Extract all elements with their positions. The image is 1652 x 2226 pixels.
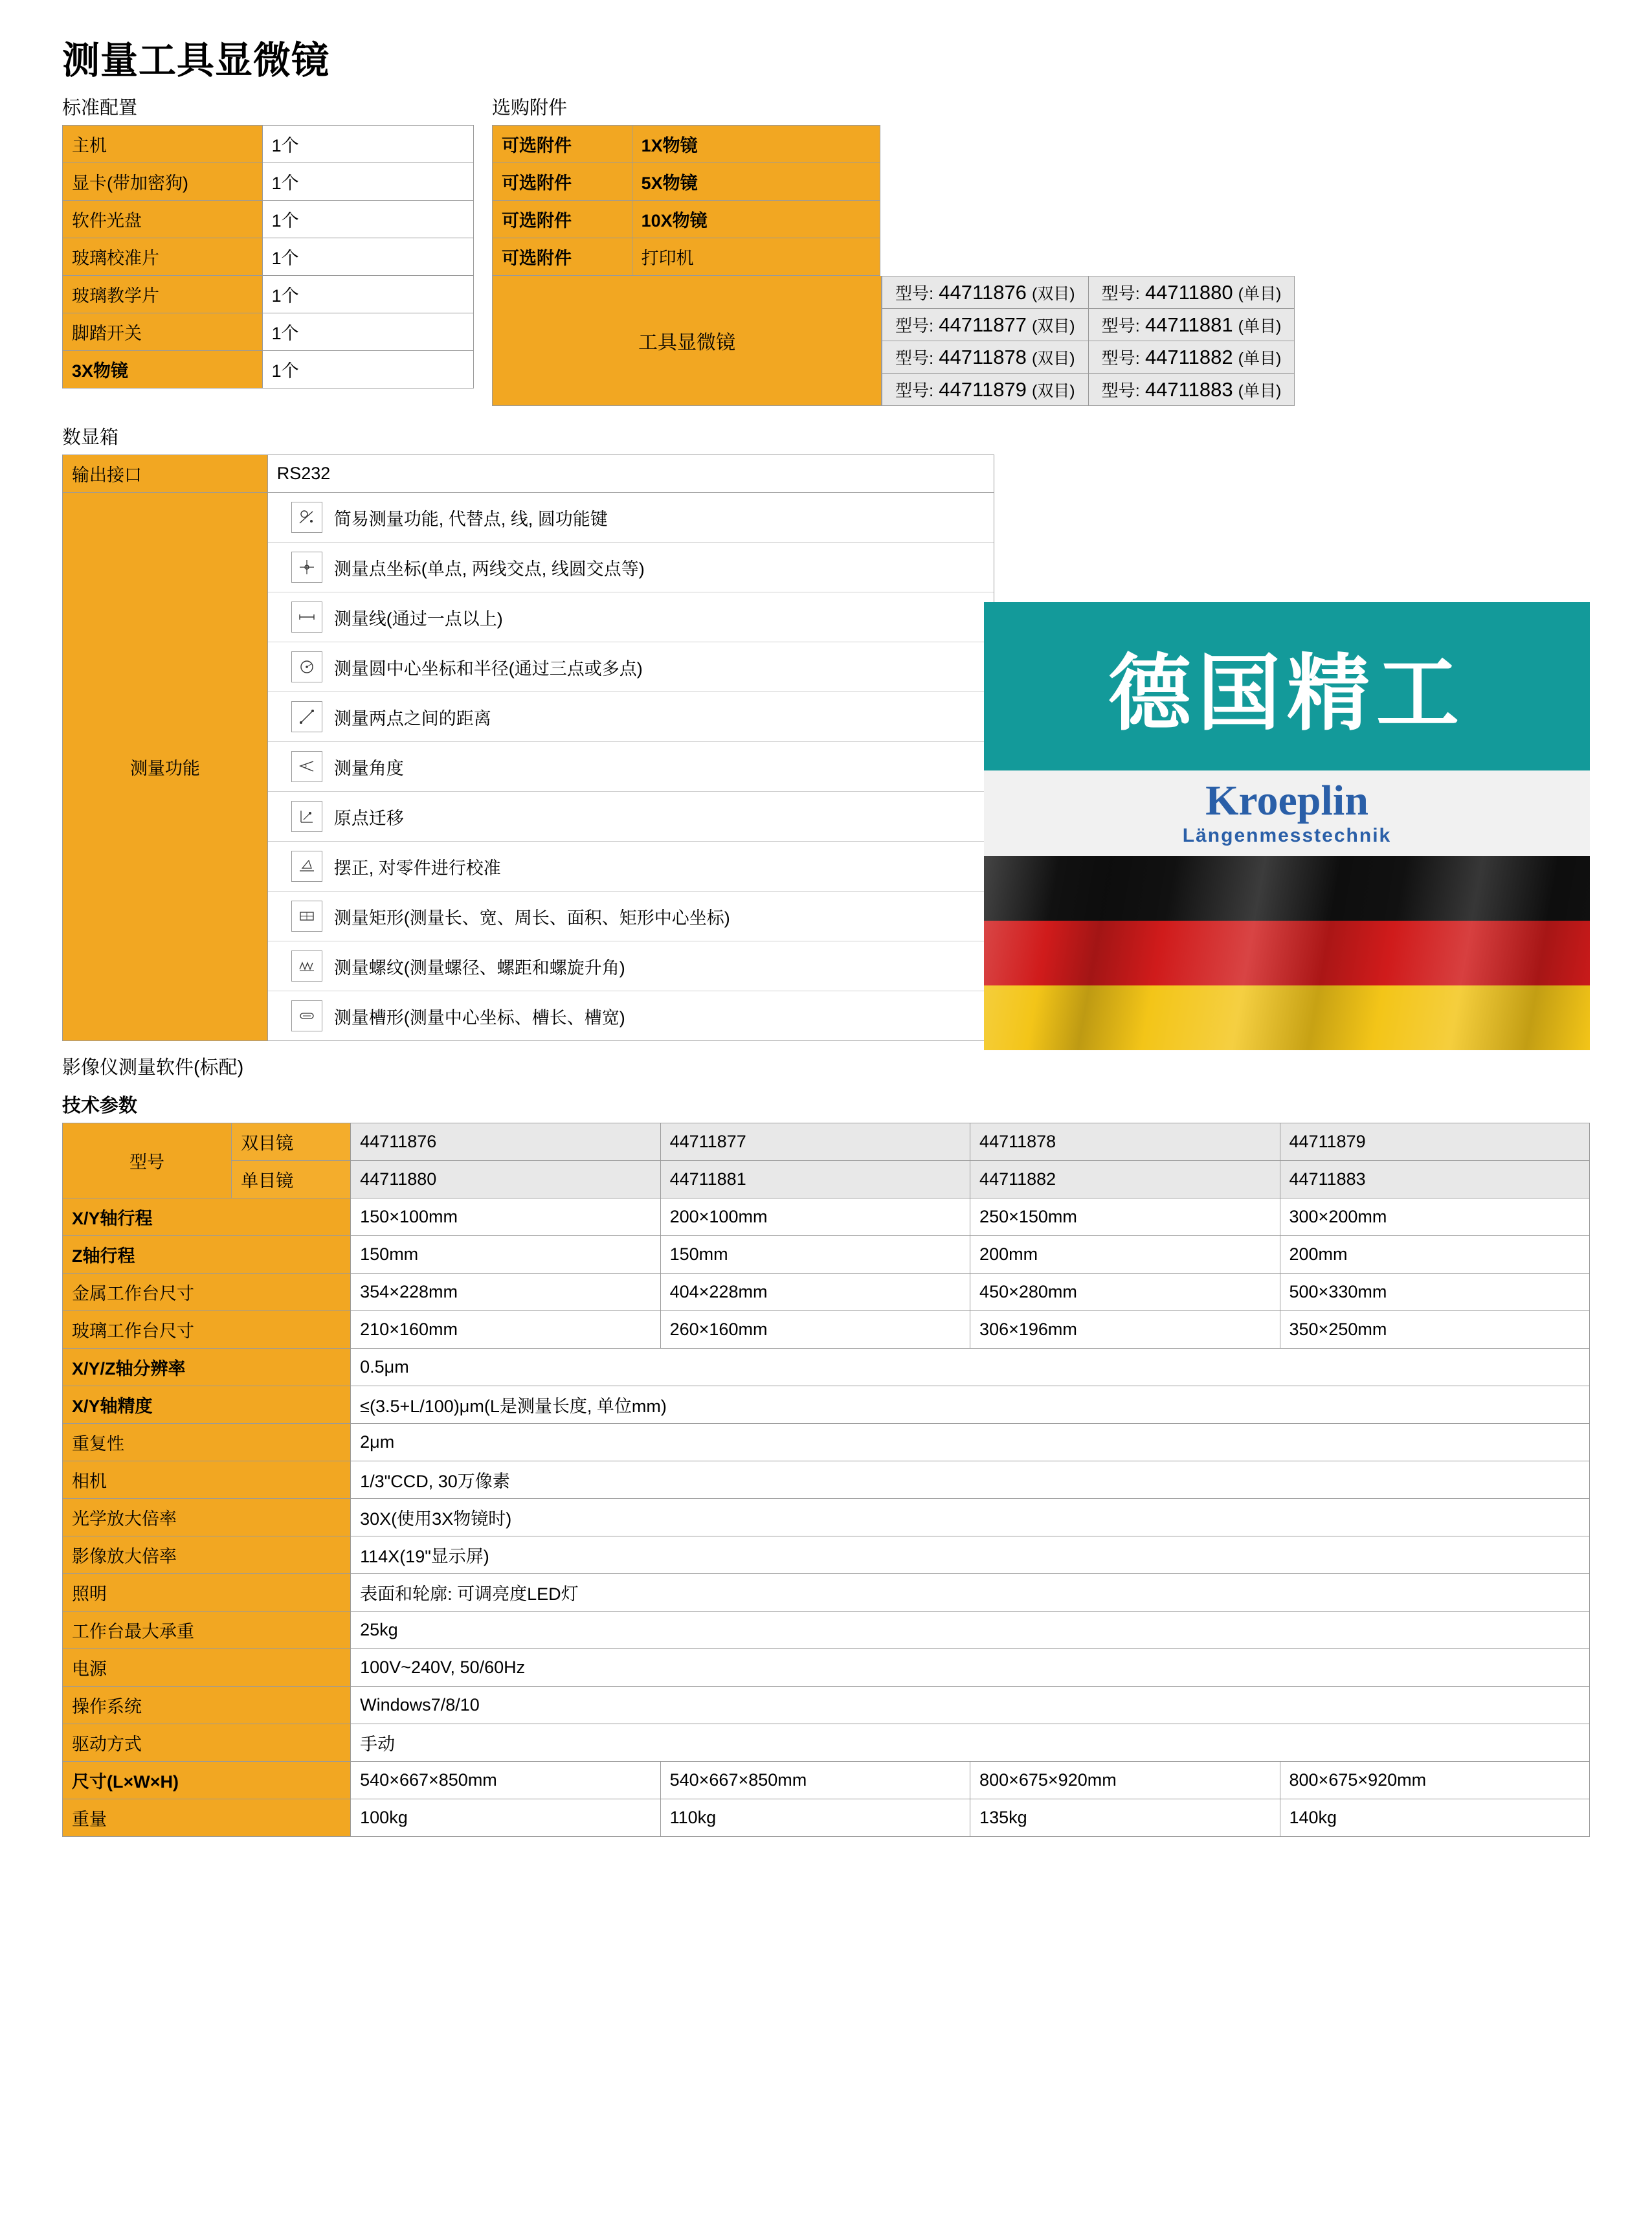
function-item-9 [268,941,994,991]
std-qty-0: 1个 [262,126,473,163]
spec-val-6-0: 2μm [351,1424,1590,1461]
digital-box-table [62,455,994,1041]
spec-key-11: 工作台最大承重 [63,1612,351,1649]
std-qty-2: 1个 [262,201,473,238]
tool-microscope-cell: 工具显微镜 [492,276,882,406]
table-row [63,351,474,388]
model-number: 44711877 [939,313,1027,336]
spec-val-16-3: 140kg [1280,1799,1590,1837]
function-item-7 [268,842,994,892]
spec-key-15: 尺寸(L×W×H) [63,1762,351,1799]
spec-val-0-3: 300×200mm [1280,1198,1590,1236]
spec-key-3: 玻璃工作台尺寸 [63,1311,351,1349]
media-column [984,602,1590,1050]
std-name-3: 玻璃校准片 [63,238,263,276]
table-row [63,1461,1590,1499]
std-name-0: 主机 [63,126,263,163]
distance-measure-icon [291,701,322,732]
thread-measure-icon [291,950,322,982]
spec-val-15-3: 800×675×920mm [1280,1762,1590,1799]
rectangle-measure-icon [291,901,322,932]
spec-key-2: 金属工作台尺寸 [63,1274,351,1311]
opt-name-1: 5X物镜 [632,163,880,201]
function-text: 摆正, 对零件进行校准 [333,858,501,878]
spec-binocular-key: 双目镜 [232,1123,351,1161]
standard-config-table [62,125,474,388]
slot-measure-icon [291,1000,322,1031]
model-suffix: (单目) [1238,317,1282,335]
function-item-6 [268,792,994,842]
output-interface-key: 输出接口 [63,455,268,493]
model-bino-0 [882,276,1089,309]
model-prefix: 型号: [1101,284,1140,303]
table-row [63,1799,1590,1837]
table-row [63,1161,1590,1198]
function-item-8 [268,892,994,941]
table-row [63,493,994,1041]
model-bino-3 [882,374,1089,406]
function-item-2 [268,592,994,642]
spec-val-13-0: Windows7/8/10 [351,1687,1590,1724]
model-prefix: 型号: [895,284,934,303]
opt-tag-2: 可选附件 [493,201,632,238]
spec-val-11-0: 25kg [351,1612,1590,1649]
spec-model-key: 型号 [63,1123,232,1198]
model-mono-3 [1088,374,1295,406]
spec-val-15-2: 800×675×920mm [970,1762,1280,1799]
model-mono-2 [1088,341,1295,374]
table-row [63,1349,1590,1386]
spec-key-0: X/Y轴行程 [63,1198,351,1236]
function-text: 简易测量功能, 代替点, 线, 圆功能键 [333,509,608,529]
opt-tag-3: 可选附件 [493,238,632,276]
std-name-5: 脚踏开关 [63,313,263,351]
table-row [493,126,880,163]
function-item-4 [268,692,994,742]
std-qty-1: 1个 [262,163,473,201]
model-number: 44711881 [1144,313,1233,336]
spec-mono-model-1: 44711881 [660,1161,970,1198]
line-measure-icon [291,601,322,633]
spec-key-16: 重量 [63,1799,351,1837]
function-item-3 [268,642,994,692]
brand-name: Kroeplin [1205,777,1368,824]
function-item-1 [268,543,994,592]
origin-shift-icon [291,801,322,832]
std-name-1: 显卡(带加密狗) [63,163,263,201]
model-prefix: 型号: [895,348,934,368]
spec-val-1-2: 200mm [970,1236,1280,1274]
spec-val-15-0: 540×667×850mm [351,1762,660,1799]
function-text: 测量角度 [333,758,404,778]
table-row [882,276,1295,309]
spec-bino-model-3: 44711879 [1280,1123,1590,1161]
spec-key-5: X/Y轴精度 [63,1386,351,1424]
opt-name-3: 打印机 [632,238,880,276]
spec-val-4-0: 0.5μm [351,1349,1590,1386]
model-number: 44711882 [1144,346,1233,368]
spec-bino-model-2: 44711878 [970,1123,1280,1161]
table-row [63,313,474,351]
model-numbers-table [882,276,1295,406]
optional-accessories-table [492,125,880,276]
model-prefix: 型号: [1101,316,1140,335]
spec-val-1-0: 150mm [351,1236,660,1274]
standard-config-block [62,93,474,388]
table-row [493,201,880,238]
spec-val-16-2: 135kg [970,1799,1280,1837]
specification-table [62,1123,1590,1837]
point-coordinate-icon [291,552,322,583]
model-prefix: 型号: [895,316,934,335]
spec-mono-model-3: 44711883 [1280,1161,1590,1198]
function-text: 测量点坐标(单点, 两线交点, 线圆交点等) [333,559,645,579]
table-row [63,276,474,313]
spec-val-3-2: 306×196mm [970,1311,1280,1349]
std-name-4: 玻璃教学片 [63,276,263,313]
table-row [63,163,474,201]
model-prefix: 型号: [1101,381,1140,400]
measure-function-list [267,493,994,1041]
spec-val-2-1: 404×228mm [660,1274,970,1311]
spec-key-7: 相机 [63,1461,351,1499]
table-row [63,1198,1590,1236]
spec-mono-model-0: 44711880 [351,1161,660,1198]
model-number: 44711883 [1144,378,1233,401]
align-part-icon [291,851,322,882]
opt-name-2: 10X物镜 [632,201,880,238]
spec-val-9-0: 114X(19"显示屏) [351,1536,1590,1574]
table-row [63,1123,1590,1161]
function-text: 测量螺纹(测量螺径、螺距和螺旋升角) [333,958,625,978]
table-row [882,309,1295,341]
table-row [63,1649,1590,1687]
opt-name-0: 1X物镜 [632,126,880,163]
table-row [63,1762,1590,1799]
table-row [63,1612,1590,1649]
spec-val-2-2: 450×280mm [970,1274,1280,1311]
top-section [62,93,1605,406]
spec-bino-model-1: 44711877 [660,1123,970,1161]
spec-val-2-3: 500×330mm [1280,1274,1590,1311]
model-prefix: 型号: [895,381,934,400]
spec-val-3-1: 260×160mm [660,1311,970,1349]
model-number: 44711878 [939,346,1027,368]
measure-function-key: 测量功能 [63,493,268,1041]
angle-measure-icon [291,751,322,782]
opt-tag-0: 可选附件 [493,126,632,163]
std-qty-3: 1个 [262,238,473,276]
spec-bino-model-0: 44711876 [351,1123,660,1161]
table-row [63,1574,1590,1612]
page-title: 测量工具显微镜 [62,39,330,82]
spec-mono-model-2: 44711882 [970,1161,1280,1198]
spec-val-3-3: 350×250mm [1280,1311,1590,1349]
table-row [63,1687,1590,1724]
model-bino-1 [882,309,1089,341]
flag-fold-shading [984,856,1590,1050]
table-row [882,341,1295,374]
table-row [493,163,880,201]
std-name-2: 软件光盘 [63,201,263,238]
std-name-6: 3X物镜 [63,351,263,388]
function-item-5 [268,742,994,792]
table-row [63,238,474,276]
models-block [492,276,1295,406]
spec-val-8-0: 30X(使用3X物镜时) [351,1499,1590,1536]
model-suffix: (单目) [1238,382,1282,400]
model-suffix: (双目) [1031,285,1075,303]
table-row [63,1424,1590,1461]
table-row [63,1236,1590,1274]
model-mono-0 [1088,276,1295,309]
optional-block [492,93,1295,406]
spec-val-0-0: 150×100mm [351,1198,660,1236]
model-bino-2 [882,341,1089,374]
std-qty-4: 1个 [262,276,473,313]
point-line-circle-icon [291,502,322,533]
spec-key-1: Z轴行程 [63,1236,351,1274]
spec-key-14: 驱动方式 [63,1724,351,1762]
spec-key-12: 电源 [63,1649,351,1687]
model-mono-1 [1088,309,1295,341]
model-prefix: 型号: [1101,348,1140,368]
table-row [63,1274,1590,1311]
banner-text: 德国精工 [1108,646,1466,742]
model-number: 44711880 [1144,281,1233,304]
table-row [63,201,474,238]
spec-val-16-0: 100kg [351,1799,660,1837]
model-suffix: (双目) [1031,317,1075,335]
function-text: 测量圆中心坐标和半径(通过三点或多点) [333,658,643,679]
function-text: 测量槽形(测量中心坐标、槽长、槽宽) [333,1007,625,1028]
model-suffix: (双目) [1031,350,1075,368]
spec-key-13: 操作系统 [63,1687,351,1724]
german-precision-banner [984,602,1590,770]
opt-tag-1: 可选附件 [493,163,632,201]
optional-label: 选购附件 [492,98,568,118]
model-suffix: (单目) [1238,285,1282,303]
std-qty-5: 1个 [262,313,473,351]
spec-monocular-key: 单目镜 [232,1161,351,1198]
spec-key-10: 照明 [63,1574,351,1612]
german-flag-image [984,856,1590,1050]
model-number: 44711879 [939,378,1027,401]
spec-key-4: X/Y/Z轴分辨率 [63,1349,351,1386]
table-row [63,126,474,163]
spec-val-10-0: 表面和轮廓: 可调亮度LED灯 [351,1574,1590,1612]
model-suffix: (单目) [1238,350,1282,368]
output-interface-value: RS232 [267,455,994,493]
table-row [63,1386,1590,1424]
spec-val-3-0: 210×160mm [351,1311,660,1349]
spec-key-9: 影像放大倍率 [63,1536,351,1574]
kroeplin-logo [984,770,1590,856]
spec-val-2-0: 354×228mm [351,1274,660,1311]
spec-val-5-0: ≤(3.5+L/100)μm(L是测量长度, 单位mm) [351,1386,1590,1424]
spec-val-0-2: 250×150mm [970,1198,1280,1236]
table-row [63,1536,1590,1574]
table-row [63,1311,1590,1349]
spec-label: 技术参数 [62,1096,138,1116]
table-row [63,1724,1590,1762]
spec-val-15-1: 540×667×850mm [660,1762,970,1799]
table-row [493,238,880,276]
table-row [63,455,994,493]
function-text: 测量矩形(测量长、宽、周长、面积、矩形中心坐标) [333,908,730,928]
table-row [882,374,1295,406]
std-qty-6: 1个 [262,351,473,388]
spec-val-0-1: 200×100mm [660,1198,970,1236]
function-text: 原点迁移 [333,808,404,828]
function-text: 测量两点之间的距离 [333,708,491,728]
function-text: 测量线(通过一点以上) [333,609,503,629]
spec-val-12-0: 100V~240V, 50/60Hz [351,1649,1590,1687]
spec-val-7-0: 1/3"CCD, 30万像素 [351,1461,1590,1499]
spec-val-1-1: 150mm [660,1236,970,1274]
digital-box-label: 数显箱 [62,427,119,448]
function-item-0 [268,493,994,543]
brand-subtitle: Längenmesstechnik [1182,825,1392,846]
standard-config-label: 标准配置 [62,98,138,118]
circle-measure-icon [291,651,322,682]
spec-key-6: 重复性 [63,1424,351,1461]
model-suffix: (双目) [1031,382,1075,400]
function-item-10 [268,991,994,1040]
spec-val-14-0: 手动 [351,1724,1590,1762]
software-label: 影像仪测量软件(标配) [62,1057,244,1078]
spec-val-16-1: 110kg [660,1799,970,1837]
spec-val-1-3: 200mm [1280,1236,1590,1274]
table-row [63,1499,1590,1536]
model-number: 44711876 [939,281,1027,304]
spec-key-8: 光学放大倍率 [63,1499,351,1536]
